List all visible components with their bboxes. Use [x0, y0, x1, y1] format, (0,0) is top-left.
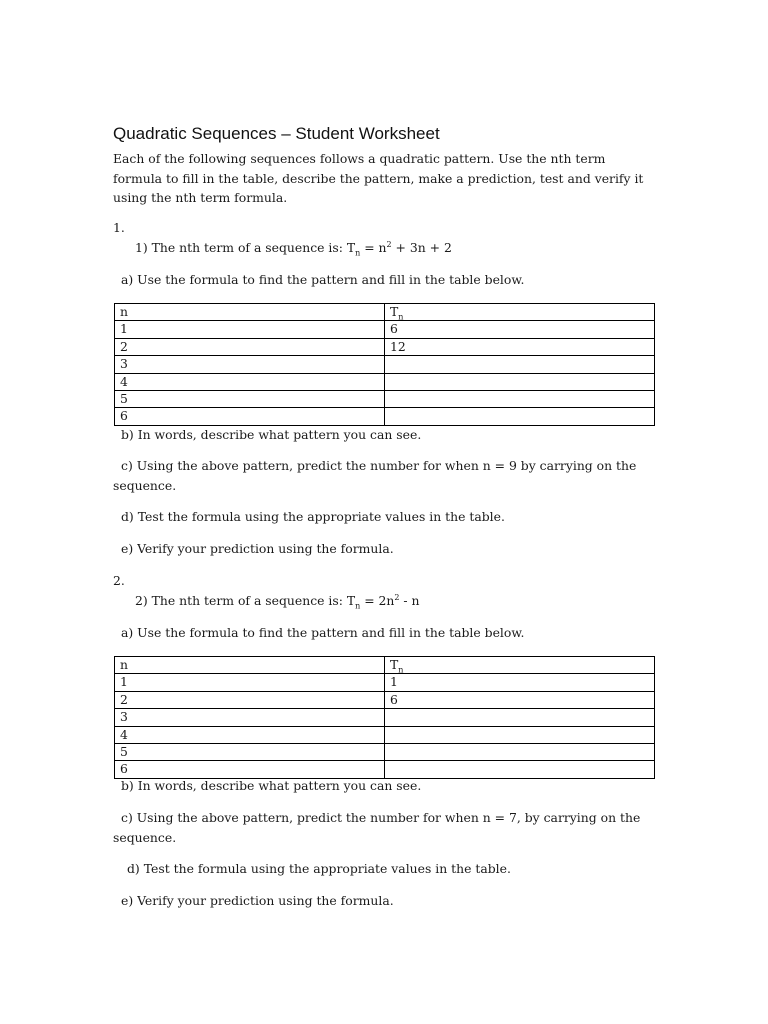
cell-n: 4 [115, 726, 385, 743]
table-row [115, 761, 655, 778]
table-row [115, 390, 655, 407]
cell-tn[interactable]: 6 [385, 321, 655, 338]
table-header-n: n [115, 657, 385, 674]
problem-1-number: 1. [113, 220, 125, 235]
cell-tn[interactable] [385, 709, 655, 726]
problem-1-part-a: a) Use the formula to find the pattern and fill in the table below. [121, 272, 525, 287]
cell-n: 2 [115, 338, 385, 355]
problem-1-part-c: c) Using the above pattern, predict the number for when n = 9 by carrying on the sequence. [113, 458, 637, 493]
problem-2-part-e: e) Verify your prediction using the formula. [121, 893, 394, 908]
problem-2-table [114, 656, 655, 779]
problem-2-part-c: c) Using the above pattern, predict the number for when n = 7, by carrying on the sequence. [113, 810, 641, 845]
cell-n: 1 [115, 321, 385, 338]
cell-n: 2 [115, 691, 385, 708]
cell-tn[interactable]: 1 [385, 674, 655, 691]
cell-n: 5 [115, 743, 385, 760]
table-header-row [115, 657, 655, 674]
problem-1-table [114, 303, 655, 426]
table-header-tn: $T_n$ [385, 657, 655, 674]
table-row [115, 691, 655, 708]
problem-2-part-a: a) Use the formula to find the pattern and fill in the table below. [121, 625, 525, 640]
problem-1-part-b: b) In words, describe what pattern you can see. [121, 427, 422, 442]
intro-paragraph: Each of the following sequences follows a quadratic pattern. Use the nth term formula to fill in the table, describe the pattern, make a prediction, test and verify it using the nth term formula. [113, 151, 644, 205]
cell-n: 3 [115, 709, 385, 726]
cell-tn[interactable] [385, 408, 655, 425]
problem-1-part-d: d) Test the formula using the appropriate values in the table. [121, 509, 505, 524]
page-title: Quadratic Sequences – Student Worksheet [113, 124, 440, 143]
cell-n: 3 [115, 356, 385, 373]
cell-n: 1 [115, 674, 385, 691]
problem-2-part-b: b) In words, describe what pattern you can see. [121, 778, 422, 793]
problem-2-number: 2. [113, 573, 125, 588]
cell-tn[interactable] [385, 373, 655, 390]
cell-tn[interactable]: 6 [385, 691, 655, 708]
table-row [115, 338, 655, 355]
cell-tn[interactable] [385, 761, 655, 778]
cell-tn[interactable] [385, 390, 655, 407]
cell-n: 6 [115, 761, 385, 778]
table-row [115, 408, 655, 425]
cell-tn[interactable]: 12 [385, 338, 655, 355]
table-row [115, 726, 655, 743]
table-row [115, 674, 655, 691]
problem-1-part-e: e) Verify your prediction using the formula. [121, 541, 394, 556]
cell-n: 4 [115, 373, 385, 390]
table-header-tn: $T_n$ [385, 304, 655, 321]
cell-tn[interactable] [385, 726, 655, 743]
table-row [115, 321, 655, 338]
table-header-n: n [115, 304, 385, 321]
table-row [115, 356, 655, 373]
cell-tn[interactable] [385, 356, 655, 373]
problem-2-formula: 2) The nth term of a sequence is: $T_n = 2n^2 - n$ [135, 592, 420, 611]
cell-n: 5 [115, 390, 385, 407]
table-row [115, 709, 655, 726]
problem-2-part-d: d) Test the formula using the appropriate values in the table. [127, 861, 511, 876]
table-row [115, 373, 655, 390]
problem-1-formula: 1) The nth term of a sequence is: $T_n = n^2 + 3n + 2$ [135, 239, 452, 258]
cell-tn[interactable] [385, 743, 655, 760]
cell-n: 6 [115, 408, 385, 425]
table-row [115, 743, 655, 760]
table-header-row [115, 304, 655, 321]
